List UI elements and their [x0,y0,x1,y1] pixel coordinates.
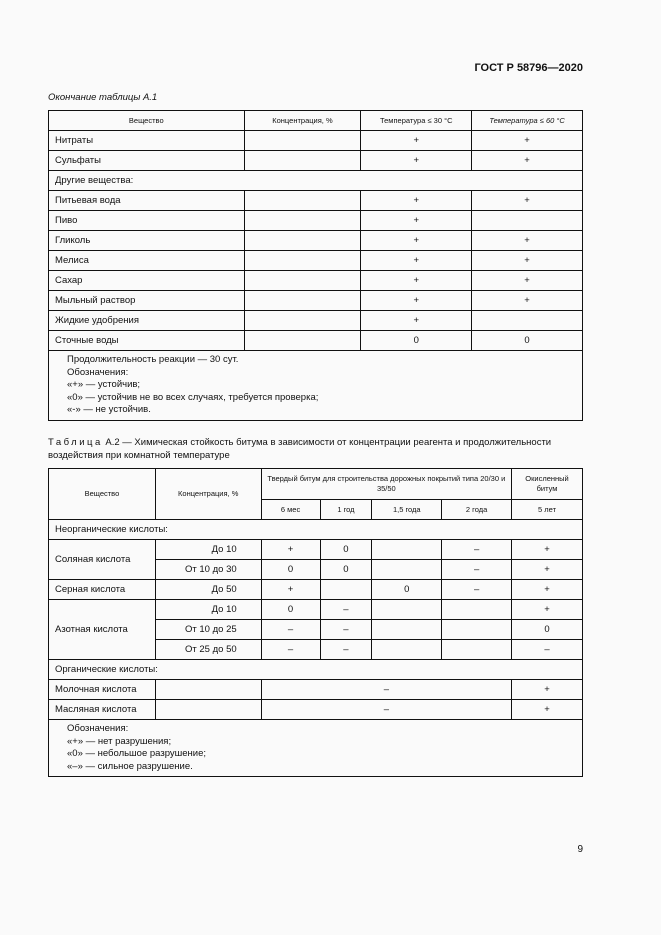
cell: 0 [261,560,320,580]
cell: 0 [320,540,372,560]
note-line: «+» — нет разрушения; [67,735,172,747]
cell: + [261,540,320,560]
cell [244,311,361,331]
cell-substance: Гликоль [49,231,245,251]
table-row [49,231,583,251]
cell: + [512,540,583,560]
cell: 0 [320,560,372,580]
cell-merged: – [261,680,511,700]
cell: + [472,151,583,171]
table-row [49,680,583,700]
table2-notes-row [49,720,583,777]
cell [372,640,442,660]
table-row [49,151,583,171]
cell [442,600,512,620]
cell-concentration: От 25 до 50 [155,640,261,660]
table2-caption-label: Таблица [48,437,103,448]
standard-number: ГОСТ Р 58796—2020 [474,62,583,74]
cell-substance: Соляная кислота [49,540,156,580]
cell-substance: Пиво [49,211,245,231]
cell-substance: Азотная кислота [49,600,156,660]
cell: + [512,680,583,700]
cell: + [361,131,472,151]
col-oxidized-bitumen: Окисленный битум [512,469,583,500]
cell: + [512,580,583,600]
cell: + [472,271,583,291]
cell: 0 [472,331,583,351]
table1-header-row [49,111,583,131]
note-line: Обозначения: [67,366,129,378]
cell-concentration: От 10 до 30 [155,560,261,580]
cell [472,311,583,331]
col-concentration: Концентрация, % [155,469,261,520]
cell: 0 [261,600,320,620]
table-row [49,540,583,560]
group-label: Другие вещества: [49,171,583,191]
table-group-row [49,171,583,191]
col-solid-bitumen: Твердый битум для строительства дорожных покрытий типа 20/30 и 35/50 [261,469,511,500]
table-row [49,211,583,231]
table-row [49,311,583,331]
cell-concentration [155,680,261,700]
cell [244,331,361,351]
note-line: Продолжительность реакции — 30 сут. [67,354,239,365]
table-row [49,251,583,271]
cell [320,580,372,600]
cell: + [472,191,583,211]
col-period: 2 года [442,500,512,520]
cell [244,131,361,151]
cell-concentration: До 10 [155,600,261,620]
cell: 0 [372,580,442,600]
table-row [49,271,583,291]
note-line: «–» — сильное разрушение. [67,760,193,772]
cell: – [442,540,512,560]
cell-concentration: До 50 [155,580,261,600]
cell: – [320,600,372,620]
cell [442,620,512,640]
cell: 0 [361,331,472,351]
cell-concentration: До 10 [155,540,261,560]
cell-substance: Мелиса [49,251,245,271]
cell-merged: – [261,700,511,720]
table-row [49,331,583,351]
cell [244,291,361,311]
col-temp-60: Температура ≤ 60 °С [472,111,583,131]
cell [244,211,361,231]
cell: – [261,640,320,660]
cell: – [442,580,512,600]
cell: + [472,231,583,251]
cell: + [512,700,583,720]
cell [244,271,361,291]
table2-header-row [49,469,583,500]
cell: – [320,640,372,660]
cell: + [472,251,583,271]
table2-notes [49,720,583,777]
cell-substance: Питьевая вода [49,191,245,211]
table1-notes-row [49,351,583,421]
cell: – [261,620,320,640]
cell: + [361,271,472,291]
cell: + [261,580,320,600]
table-row [49,580,583,600]
table1-notes [49,351,583,421]
cell [372,560,442,580]
cell [244,151,361,171]
cell [244,231,361,251]
cell [372,620,442,640]
cell: + [361,291,472,311]
col-period: 1 год [320,500,372,520]
table-row [49,291,583,311]
col-concentration: Концентрация, % [244,111,361,131]
note-line: «-» — не устойчив. [67,404,151,415]
note-line: «+» — устойчив; [67,379,141,390]
cell-substance: Молочная кислота [49,680,156,700]
cell-concentration [155,700,261,720]
note-line: «0» — небольшое разрушение; [67,748,207,759]
table-group-row [49,520,583,540]
cell: + [361,251,472,271]
cell-substance: Нитраты [49,131,245,151]
cell [372,600,442,620]
cell: + [472,131,583,151]
note-line: «0» — устойчив не во всех случаях, требуется проверка; [67,391,319,403]
cell [442,640,512,660]
group-label: Неорганические кислоты: [49,520,583,540]
cell-substance: Серная кислота [49,580,156,600]
cell [244,251,361,271]
cell: – [512,640,583,660]
note-line: Обозначения: [67,723,129,734]
table2-caption [48,436,588,462]
cell: – [442,560,512,580]
table-group-row [49,660,583,680]
cell [372,540,442,560]
col-substance: Вещество [49,111,245,131]
cell [244,191,361,211]
page-number: 9 [577,844,583,855]
cell [472,211,583,231]
cell-concentration: От 10 до 25 [155,620,261,640]
table-1 [48,110,583,421]
cell: 0 [512,620,583,640]
cell: + [472,291,583,311]
cell: + [361,151,472,171]
col-period: 1,5 года [372,500,442,520]
cell-substance: Масляная кислота [49,700,156,720]
table2-caption-text: А.2 — Химическая стойкость битума в зависимости от концентрации реагента и продолжительности воздействия при комнатной температуре [48,437,552,461]
cell: + [361,311,472,331]
group-label: Органические кислоты: [49,660,583,680]
cell-substance: Мыльный раствор [49,291,245,311]
cell-substance: Сахар [49,271,245,291]
cell: + [361,231,472,251]
table-row [49,191,583,211]
col-substance: Вещество [49,469,156,520]
cell: + [361,191,472,211]
cell-substance: Сточные воды [49,331,245,351]
cell: – [320,620,372,640]
cell-substance: Сульфаты [49,151,245,171]
table-row [49,600,583,620]
cell-substance: Жидкие удобрения [49,311,245,331]
table-row [49,131,583,151]
table-row [49,700,583,720]
cell: + [361,211,472,231]
table-2 [48,468,583,777]
cell: + [512,560,583,580]
cell: + [512,600,583,620]
col-temp-30: Температура ≤ 30 °С [361,111,472,131]
table1-caption: Окончание таблицы А.1 [48,92,158,103]
col-period: 6 мес [261,500,320,520]
col-period: 5 лет [512,500,583,520]
